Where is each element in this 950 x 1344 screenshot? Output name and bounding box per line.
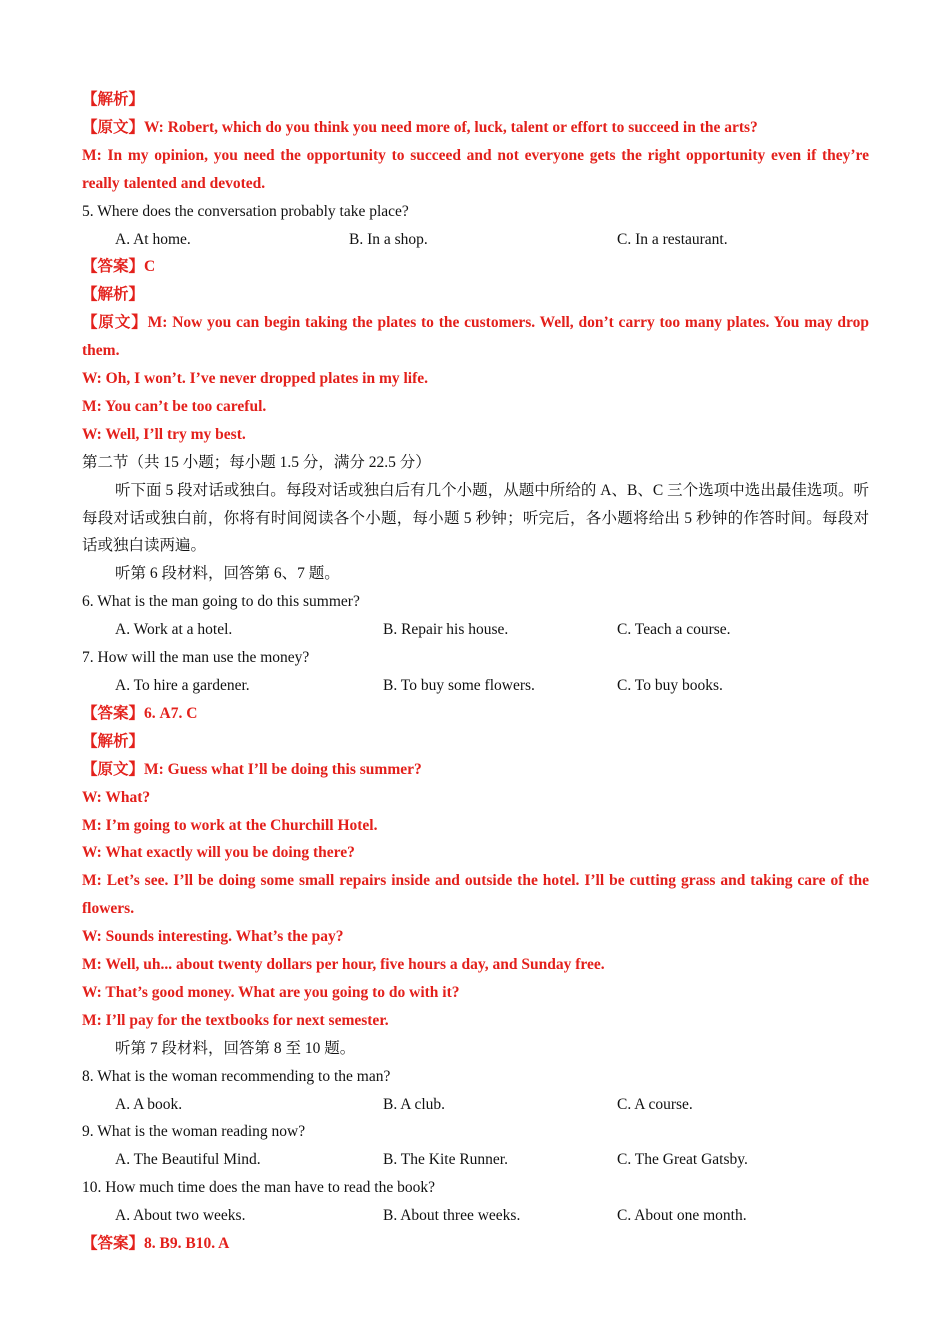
transcript-text: W: Robert, which do you think you need more of, luck, talent or effort to succeed in the arts? (144, 118, 758, 136)
section-instructions: 听下面 5 段对话或独白。每段对话或独白后有几个小题，从题中所给的 A、B、C 三个选项中选出最佳选项。听每段对话或独白前，你将有时间阅读各个小题，每小题 5 秒钟；听完后，各小题将给出 5 秒钟的作答时间。每段对话或独白读两遍。 (82, 481, 869, 555)
answer-label: 【答案】 (82, 258, 145, 276)
transcript-label: 【原文】 (82, 760, 145, 778)
option-c: C. In a restaurant. (617, 230, 728, 248)
question-7: 7. How will the man use the money? (82, 649, 310, 667)
option-c: C. Teach a course. (617, 621, 731, 639)
question-8: 8. What is the woman recommending to the man? (82, 1067, 391, 1085)
transcript-text: M: Now you can begin taking the plates to the customers. Well, don’t carry too many plates. You may drop them. (82, 314, 869, 360)
transcript-line: M: In my opinion, you need the opportunity to succeed and not everyone gets the right opportunity even if they’re really talented and devoted. (82, 146, 869, 192)
option-b: B. The Kite Runner. (383, 1151, 508, 1169)
option-a: A. The Beautiful Mind. (115, 1151, 261, 1169)
question-9: 9. What is the woman reading now? (82, 1123, 306, 1141)
transcript-label: 【原文】 (82, 118, 145, 136)
document-page (82, 86, 869, 1258)
transcript-line: W: What exactly will you be doing there? (82, 844, 355, 862)
question-10: 10. How much time does the man have to read the book? (82, 1179, 435, 1197)
transcript-line: W: Oh, I won’t. I’ve never dropped plates in my life. (82, 370, 429, 388)
option-b: B. In a shop. (349, 230, 428, 248)
option-c: C. The Great Gatsby. (617, 1151, 748, 1169)
material-intro-6: 听第 6 段材料，回答第 6、7 题。 (115, 565, 340, 583)
transcript-line: W: Well, I’ll try my best. (82, 425, 246, 443)
transcript-line: W: What? (82, 788, 151, 806)
question-8-options (82, 1091, 869, 1119)
question-6-options (82, 616, 869, 644)
option-a: A. Work at a hotel. (115, 621, 233, 639)
transcript-line: M: I’m going to work at the Churchill Hotel. (82, 816, 378, 834)
transcript-line: M: Let’s see. I’ll be doing some small repairs inside and outside the hotel. I’ll be cutting grass and taking care of the flowers. (82, 872, 869, 918)
answer-value: 8. B9. B10. A (144, 1235, 230, 1253)
option-c: C. To buy books. (617, 677, 723, 694)
option-b: B. Repair his house. (383, 621, 509, 639)
answer-label: 【答案】 (82, 1235, 145, 1253)
answer-line-6-7 (82, 700, 869, 728)
transcript-line: M: I’ll pay for the textbooks for next semester. (82, 1011, 389, 1029)
analysis-label: 【解析】 (82, 286, 145, 304)
option-b: B. To buy some flowers. (383, 677, 535, 694)
question-6: 6. What is the man going to do this summer? (82, 593, 360, 611)
option-c: C. About one month. (617, 1207, 747, 1225)
question-10-options (82, 1202, 869, 1230)
question-9-options (82, 1146, 869, 1174)
question-7-options (82, 672, 869, 700)
answer-line-5 (82, 253, 869, 281)
section-heading: 第二节（共 15 小题；每小题 1.5 分，满分 22.5 分） (82, 453, 431, 471)
option-b: B. About three weeks. (383, 1207, 521, 1225)
option-a: A. At home. (115, 230, 191, 248)
transcript-line (82, 309, 869, 365)
transcript-line: W: Sounds interesting. What’s the pay? (82, 928, 344, 946)
material-intro-7: 听第 7 段材料，回答第 8 至 10 题。 (115, 1039, 356, 1057)
transcript-text: M: Guess what I’ll be doing this summer? (144, 760, 422, 778)
transcript-line: M: Well, uh... about twenty dollars per hour, five hours a day, and Sunday free. (82, 956, 605, 974)
transcript-line: M: You can’t be too careful. (82, 397, 267, 415)
option-a: A. About two weeks. (115, 1207, 246, 1225)
option-a: A. A book. (115, 1095, 183, 1113)
question-5: 5. Where does the conversation probably take place? (82, 202, 409, 220)
answer-label: 【答案】 (82, 704, 145, 722)
answer-line-8-10 (82, 1230, 869, 1258)
question-5-options (82, 226, 869, 254)
option-c: C. A course. (617, 1095, 693, 1113)
option-b: B. A club. (383, 1095, 446, 1113)
analysis-label: 【解析】 (82, 732, 145, 750)
option-a: A. To hire a gardener. (115, 677, 250, 694)
transcript-label: 【原文】 (82, 314, 148, 332)
answer-value: 6. A7. C (144, 704, 198, 722)
transcript-line: W: That’s good money. What are you going to do with it? (82, 983, 460, 1001)
transcript-line (82, 114, 869, 142)
answer-value: C (144, 258, 156, 276)
analysis-label: 【解析】 (82, 91, 145, 108)
transcript-line (82, 756, 869, 784)
